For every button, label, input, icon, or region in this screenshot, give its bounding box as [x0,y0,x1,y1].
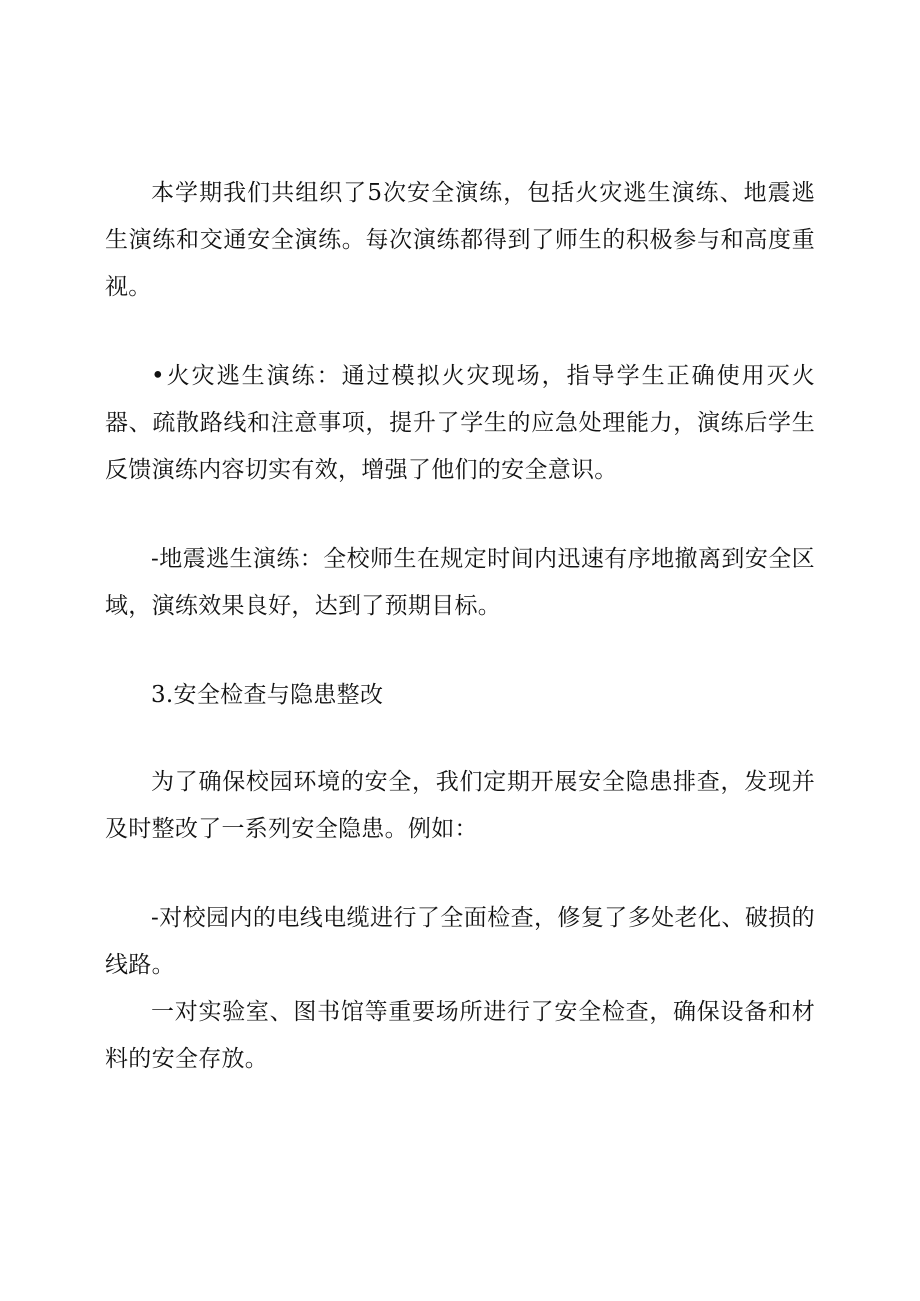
paragraph-inspection-intro: 为了确保校园环境的安全，我们定期开展安全隐患排查，发现并及时整改了一系列安全隐患。例如： [105,769,815,842]
paragraph-fire-drill: •火灾逃生演练：通过模拟火灾现场，指导学生正确使用灭火器、疏散路线和注意事项，提升了学生的应急处理能力，演练后学生反馈演练内容切实有效，增强了他们的安全意识。 [105,363,815,483]
paragraph-drill-summary: 本学期我们共组织了5次安全演练，包括火灾逃生演练、地震逃生演练和交通安全演练。每次演练都得到了师生的积极参与和高度重视。 [105,180,815,300]
paragraph-earthquake-drill: -地震逃生演练：全校师生在规定时间内迅速有序地撤离到安全区域，演练效果良好，达到了预期目标。 [105,546,815,619]
section-heading-safety-inspection: 3.安全检查与隐患整改 [151,682,384,708]
document-body [105,170,815,1083]
paragraph-electrical-check: -对校园内的电线电缆进行了全面检查，修复了多处老化、破损的线路。 [105,905,815,978]
paragraph-lab-library-check: 一对实验室、图书馆等重要场所进行了安全检查，确保设备和材料的安全存放。 [105,999,815,1072]
